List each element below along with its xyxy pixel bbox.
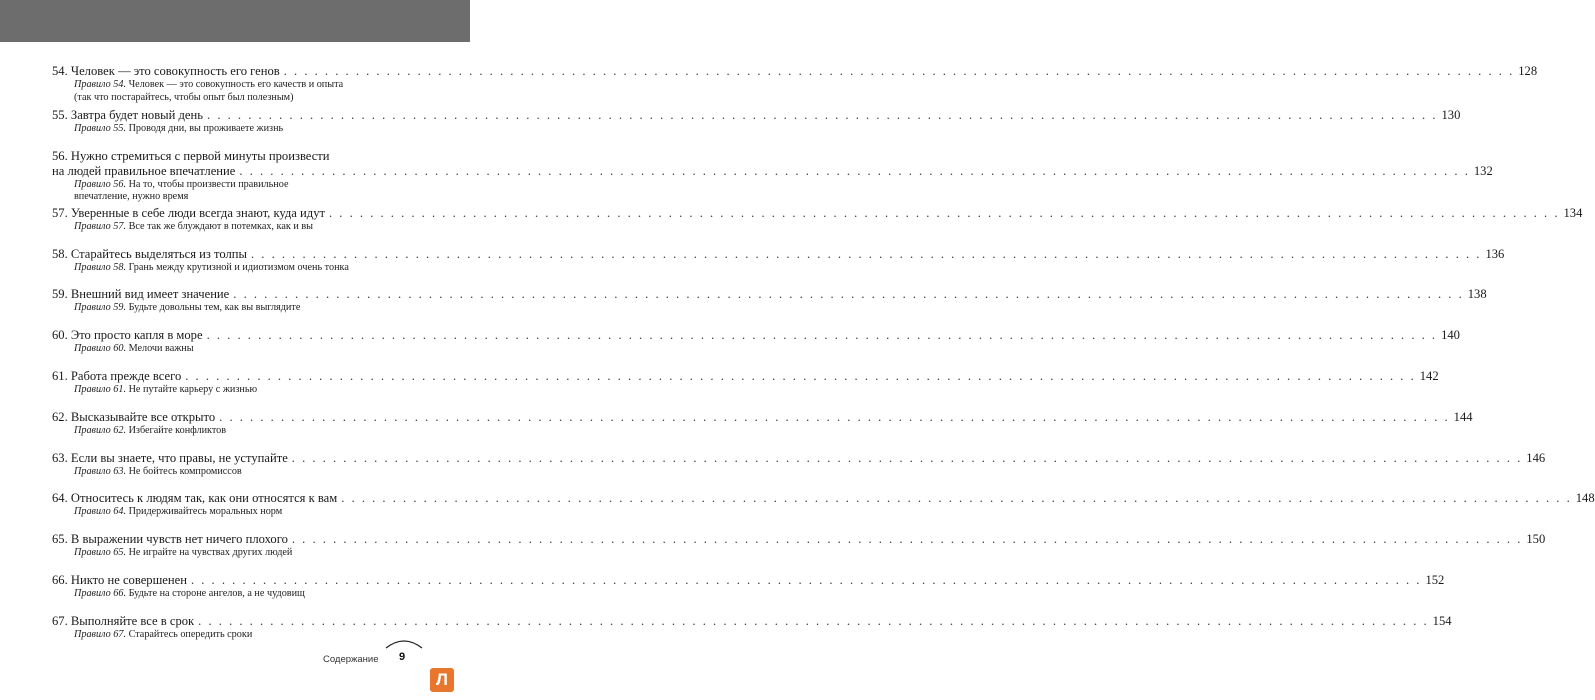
- rule-label: Правило 61.: [74, 383, 127, 395]
- rule-label: Правило 63.: [74, 465, 127, 477]
- toc-entry-page: 144: [1453, 409, 1473, 424]
- toc-entry-page: 130: [1441, 108, 1461, 122]
- rule-text: Не путайте карьеру с жизнью: [128, 383, 258, 395]
- rule-text: Все так же блуждают в потемках, как и вы: [128, 220, 313, 232]
- rule-text: Будьте на стороне ангелов, а не чудовищ: [128, 587, 305, 599]
- leader-dots: . . . . . . . . . . . . . . . . . . . . . . . . . . . . . . . . . . . . . . . . . . . . . . . . . . . . . . . . . . . . . . . . . . . . . . . . . . . . . . . . . . . . . . . . . . . . . . . . . . . . . . . . . . . . . . . . . . . . . . . .: [341, 491, 1572, 506]
- leader-dots: . . . . . . . . . . . . . . . . . . . . . . . . . . . . . . . . . . . . . . . . . . . . . . . . . . . . . . . . . . . . . . . . . . . . . . . . . . . . . . . . . . . . . . . . . . . . . . . . . . . . . . . . . . . . . . . . . . . . . . . .: [250, 246, 1482, 261]
- leader-dots: . . . . . . . . . . . . . . . . . . . . . . . . . . . . . . . . . . . . . . . . . . . . . . . . . . . . . . . . . . . . . . . . . . . . . . . . . . . . . . . . . . . . . . . . . . . . . . . . . . . . . . . . . . . . . . . . . . . . . . . .: [283, 64, 1515, 78]
- rule-text: Грань между крутизной и идиотизмом очень тонка: [128, 261, 349, 273]
- leader-dots: . . . . . . . . . . . . . . . . . . . . . . . . . . . . . . . . . . . . . . . . . . . . . . . . . . . . . . . . . . . . . . . . . . . . . . . . . . . . . . . . . . . . . . . . . . . . . . . . . . . . . . . . . . . . . . . . . . . . . . . .: [233, 287, 1464, 302]
- toc-entry-title: 62. Высказывайте все открыто: [52, 409, 216, 424]
- rule-text: Старайтесь опередить сроки: [128, 628, 253, 640]
- toc-entry-title: 61. Работа прежде всего: [52, 368, 182, 383]
- rule-label: Правило 64.: [74, 506, 127, 518]
- toc-rule: [52, 179, 408, 192]
- leader-dots: . . . . . . . . . . . . . . . . . . . . . . . . . . . . . . . . . . . . . . . . . . . . . . . . . . . . . . . . . . . . . . . . . . . . . . . . . . . . . . . . . . . . . . . . . . . . . . . . . . . . . . . . . . . . . . . . . . . . . . . .: [239, 163, 1470, 178]
- toc-entry: [52, 409, 1473, 451]
- toc-entry-title: 64. Относитесь к людям так, как они относятся к вам: [52, 491, 338, 506]
- toc-entry-page: 140: [1441, 328, 1460, 343]
- toc-entry-page: 138: [1467, 287, 1487, 302]
- leader-dots: . . . . . . . . . . . . . . . . . . . . . . . . . . . . . . . . . . . . . . . . . . . . . . . . . . . . . . . . . . . . . . . . . . . . . . . . . . . . . . . . . . . . . . . . . . . . . . . . . . . . . . . . . . . . . . . . . . . . . . . .: [291, 532, 1523, 547]
- toc-rule: [52, 221, 408, 234]
- toc-entry-title: 67. Выполняйте все в срок: [52, 613, 195, 628]
- toc-entry-title: 60. Это просто капля в море: [52, 328, 203, 343]
- rule-label: Правило 59.: [74, 302, 127, 314]
- toc-rule: [52, 262, 408, 275]
- toc-entry: [52, 205, 1583, 247]
- toc-entry-title: 65. В выражении чувств нет ничего плохого: [52, 532, 288, 547]
- toc-entry-title: 54. Человек — это совокупность его генов: [52, 64, 280, 78]
- toc-rule: [52, 466, 408, 479]
- toc-entry-title: 56. Нужно стремиться с первой минуты произвести: [52, 148, 330, 163]
- rule-label: Правило 58.: [74, 261, 127, 273]
- toc-entry: [52, 108, 1461, 149]
- toc-entry-page: 148: [1575, 491, 1595, 506]
- rule-label: Правило 60.: [74, 343, 127, 355]
- rule-label: Правило 67.: [74, 628, 127, 640]
- rule-text: Не играйте на чувствах других людей: [128, 547, 293, 559]
- top-bar: [0, 0, 470, 42]
- rule-label: Правило 57.: [74, 220, 127, 232]
- toc-entry-title: 66. Никто не совершенен: [52, 572, 187, 587]
- toc-entry: [52, 450, 1546, 492]
- toc-rule: [52, 588, 408, 601]
- toc-entry-title: 63. Если вы знаете, что правы, не уступайте: [52, 450, 288, 465]
- toc-rule: [52, 302, 408, 315]
- toc-entry: [52, 64, 1538, 108]
- toc-entry-title-continued: на людей правильное впечатление: [52, 163, 236, 178]
- rule-text-continued: (так что постарайтесь, чтобы опыт был полезным): [74, 91, 294, 103]
- rule-text: Не бойтесь компромиссов: [128, 465, 242, 477]
- toc-rule: [52, 547, 408, 560]
- leader-dots: . . . . . . . . . . . . . . . . . . . . . . . . . . . . . . . . . . . . . . . . . . . . . . . . . . . . . . . . . . . . . . . . . . . . . . . . . . . . . . . . . . . . . . . . . . . . . . . . . . . . . . . . . . . . . . . . . . . . . . . .: [219, 409, 1450, 424]
- toc-entry-title: 57. Уверенные в себе люди всегда знают, куда идут: [52, 205, 325, 220]
- rule-label: Правило 66.: [74, 587, 127, 599]
- rule-text: Придерживайтесь моральных норм: [128, 506, 283, 518]
- toc-rule: [52, 79, 408, 92]
- leader-dots: . . . . . . . . . . . . . . . . . . . . . . . . . . . . . . . . . . . . . . . . . . . . . . . . . . . . . . . . . . . . . . . . . . . . . . . . . . . . . . . . . . . . . . . . . . . . . . . . . . . . . . . . . . . . . . . . . . . . . . . .: [207, 108, 1438, 122]
- toc-entry-page: 146: [1526, 450, 1546, 465]
- rule-text: Мелочи важны: [128, 343, 194, 355]
- toc-entry-page: 154: [1432, 613, 1452, 628]
- toc-entry-page: 132: [1473, 163, 1493, 178]
- toc-entry-page: 142: [1419, 368, 1439, 383]
- rule-text: Проводя дни, вы проживаете жизнь: [128, 123, 284, 134]
- toc-entry-title: 59. Внешний вид имеет значение: [52, 287, 230, 302]
- toc-rule: [52, 384, 408, 397]
- leader-dots: . . . . . . . . . . . . . . . . . . . . . . . . . . . . . . . . . . . . . . . . . . . . . . . . . . . . . . . . . . . . . . . . . . . . . . . . . . . . . . . . . . . . . . . . . . . . . . . . . . . . . . . . . . . . . . . . . . . . . . . .: [291, 450, 1523, 465]
- toc-entry-page: 134: [1563, 205, 1583, 220]
- toc-rule: [52, 343, 408, 356]
- rule-label: Правило 55.: [74, 123, 127, 134]
- toc-entry-page: 150: [1526, 532, 1546, 547]
- toc-rule: [52, 123, 408, 136]
- rule-text: Будьте довольны тем, как вы выглядите: [128, 302, 301, 314]
- leader-dots: . . . . . . . . . . . . . . . . . . . . . . . . . . . . . . . . . . . . . . . . . . . . . . . . . . . . . . . . . . . . . . . . . . . . . . . . . . . . . . . . . . . . . . . . . . . . . . . . . . . . . . . . . . . . . . . . . . . . . . . .: [190, 572, 1422, 587]
- toc-entry-title: 58. Старайтесь выделяться из толпы: [52, 246, 247, 261]
- rule-text: Человек — это совокупность его качеств и опыта: [128, 79, 344, 90]
- rule-text-continued: впечатление, нужно время: [74, 191, 189, 203]
- footer-section-label: Содержание: [323, 654, 379, 665]
- toc-entry: [52, 532, 1546, 573]
- toc-entry-page: 128: [1518, 64, 1538, 78]
- rule-label: Правило 65.: [74, 547, 127, 559]
- leader-dots: . . . . . . . . . . . . . . . . . . . . . . . . . . . . . . . . . . . . . . . . . . . . . . . . . . . . . . . . . . . . . . . . . . . . . . . . . . . . . . . . . . . . . . . . . . . . . . . . . . . . . . . . . . . . . . . . . . . . . . . .: [206, 328, 1438, 343]
- rule-text: Избегайте конфликтов: [128, 424, 227, 436]
- toc-entry: [52, 328, 1460, 369]
- toc-entry: [52, 246, 1505, 288]
- toc-entry: [52, 368, 1439, 410]
- toc-rule: [52, 506, 408, 519]
- table-of-contents: [52, 64, 1595, 655]
- toc-rule: [52, 425, 408, 438]
- toc-entry-title: 55. Завтра будет новый день: [52, 108, 204, 122]
- rule-label: Правило 62.: [74, 424, 127, 436]
- toc-entry: [52, 287, 1487, 328]
- leader-dots: . . . . . . . . . . . . . . . . . . . . . . . . . . . . . . . . . . . . . . . . . . . . . . . . . . . . . . . . . . . . . . . . . . . . . . . . . . . . . . . . . . . . . . . . . . . . . . . . . . . . . . . . . . . . . . . . . . . . . . . .: [185, 368, 1416, 383]
- toc-entry: [52, 148, 1493, 206]
- toc-entry: [52, 572, 1445, 614]
- rule-label: Правило 54.: [74, 79, 127, 90]
- leader-dots: . . . . . . . . . . . . . . . . . . . . . . . . . . . . . . . . . . . . . . . . . . . . . . . . . . . . . . . . . . . . . . . . . . . . . . . . . . . . . . . . . . . . . . . . . . . . . . . . . . . . . . . . . . . . . . . . . . . . . . . .: [329, 205, 1560, 220]
- toc-entry: [52, 613, 1452, 655]
- rule-label: Правило 56.: [74, 178, 127, 190]
- toc-rule: [52, 629, 408, 642]
- footer-arc: [384, 636, 424, 650]
- leader-dots: . . . . . . . . . . . . . . . . . . . . . . . . . . . . . . . . . . . . . . . . . . . . . . . . . . . . . . . . . . . . . . . . . . . . . . . . . . . . . . . . . . . . . . . . . . . . . . . . . . . . . . . . . . . . . . . . . . . . . . . .: [198, 613, 1429, 628]
- litres-logo-icon: Л: [430, 668, 454, 692]
- rule-text: На то, чтобы произвести правильное: [128, 178, 289, 190]
- toc-entry-page: 136: [1485, 246, 1505, 261]
- toc-entry: [52, 491, 1595, 532]
- toc-entry-page: 152: [1425, 572, 1445, 587]
- footer-page-number: 9: [399, 651, 406, 663]
